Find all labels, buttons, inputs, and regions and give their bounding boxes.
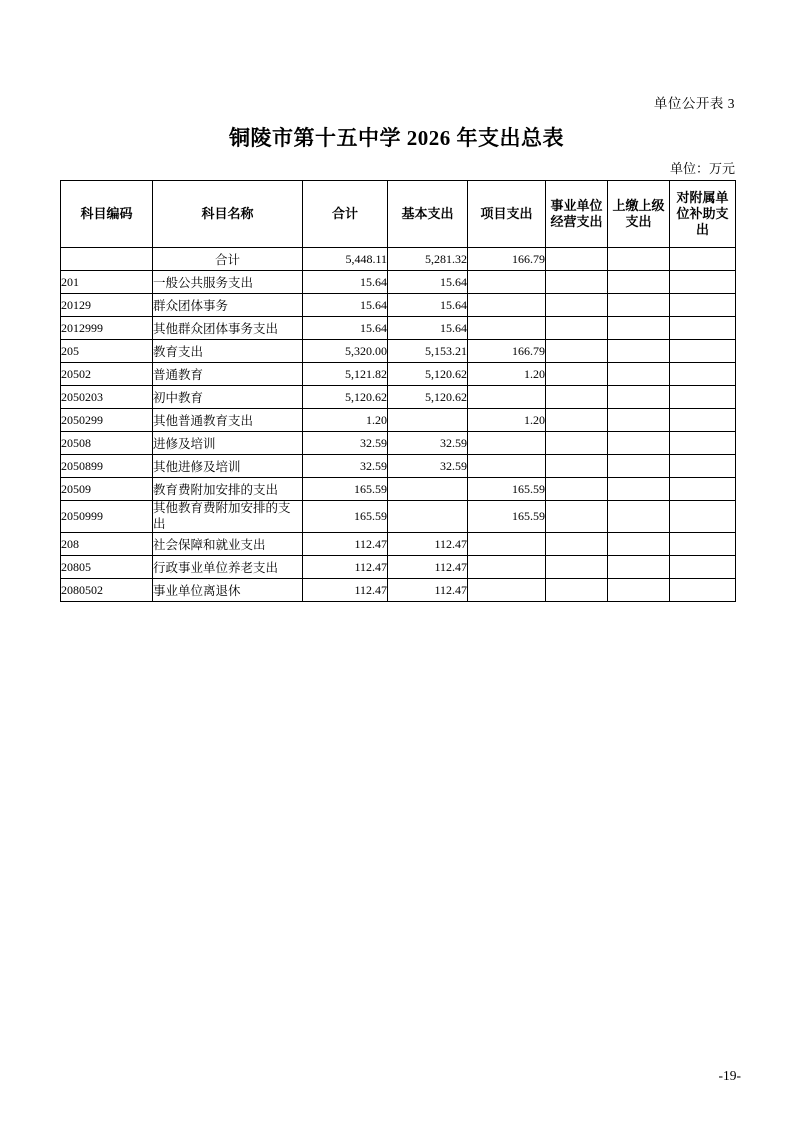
cell-upper — [608, 317, 670, 340]
cell-name: 行政事业单位养老支出 — [153, 556, 303, 579]
cell-name: 社会保障和就业支出 — [153, 533, 303, 556]
cell-name: 教育费附加安排的支出 — [153, 478, 303, 501]
cell-name: 普通教育 — [153, 363, 303, 386]
cell-total: 15.64 — [303, 271, 388, 294]
cell-project: 166.79 — [468, 248, 546, 271]
cell-subsidy — [670, 409, 736, 432]
cell-total: 1.20 — [303, 409, 388, 432]
column-header-basic: 基本支出 — [388, 181, 468, 248]
cell-basic — [388, 501, 468, 533]
table-row — [61, 556, 736, 579]
cell-total: 112.47 — [303, 533, 388, 556]
cell-name: 一般公共服务支出 — [153, 271, 303, 294]
column-header-operating: 事业单位经营支出 — [546, 181, 608, 248]
table-row — [61, 409, 736, 432]
cell-basic: 5,281.32 — [388, 248, 468, 271]
table-row — [61, 579, 736, 602]
cell-operating — [546, 363, 608, 386]
cell-upper — [608, 386, 670, 409]
cell-project — [468, 271, 546, 294]
cell-project — [468, 455, 546, 478]
cell-upper — [608, 409, 670, 432]
cell-operating — [546, 271, 608, 294]
cell-subsidy — [670, 317, 736, 340]
cell-project — [468, 386, 546, 409]
cell-project: 166.79 — [468, 340, 546, 363]
cell-upper — [608, 432, 670, 455]
cell-operating — [546, 556, 608, 579]
cell-operating — [546, 248, 608, 271]
cell-total: 5,320.00 — [303, 340, 388, 363]
cell-operating — [546, 386, 608, 409]
cell-basic: 32.59 — [388, 455, 468, 478]
table-row — [61, 317, 736, 340]
column-header-total: 合计 — [303, 181, 388, 248]
cell-total: 32.59 — [303, 455, 388, 478]
cell-total: 112.47 — [303, 579, 388, 602]
cell-code — [61, 248, 153, 271]
cell-code: 208 — [61, 533, 153, 556]
cell-basic: 5,153.21 — [388, 340, 468, 363]
cell-upper — [608, 533, 670, 556]
cell-name: 其他进修及培训 — [153, 455, 303, 478]
column-header-upper: 上缴上级支出 — [608, 181, 670, 248]
cell-name: 合计 — [153, 248, 303, 271]
table-row — [61, 432, 736, 455]
cell-code: 20805 — [61, 556, 153, 579]
cell-basic: 15.64 — [388, 317, 468, 340]
column-header-code: 科目编码 — [61, 181, 153, 248]
table-row — [61, 386, 736, 409]
cell-upper — [608, 501, 670, 533]
cell-basic: 32.59 — [388, 432, 468, 455]
cell-project — [468, 556, 546, 579]
cell-subsidy — [670, 248, 736, 271]
cell-name: 教育支出 — [153, 340, 303, 363]
form-label: 单位公开表 3 — [653, 96, 735, 111]
cell-subsidy — [670, 579, 736, 602]
table-row — [61, 501, 736, 533]
cell-operating — [546, 478, 608, 501]
unit-note: 单位：万元 — [669, 161, 735, 176]
table-row — [61, 478, 736, 501]
cell-project — [468, 432, 546, 455]
table-row — [61, 533, 736, 556]
cell-code: 201 — [61, 271, 153, 294]
cell-operating — [546, 340, 608, 363]
cell-project — [468, 317, 546, 340]
cell-project — [468, 579, 546, 602]
table-header-row — [61, 181, 736, 248]
cell-total: 15.64 — [303, 294, 388, 317]
cell-total: 5,121.82 — [303, 363, 388, 386]
cell-basic: 112.47 — [388, 533, 468, 556]
cell-name: 初中教育 — [153, 386, 303, 409]
cell-total: 112.47 — [303, 556, 388, 579]
cell-upper — [608, 556, 670, 579]
cell-name: 其他教育费附加安排的支出 — [153, 501, 303, 533]
cell-subsidy — [670, 556, 736, 579]
cell-subsidy — [670, 478, 736, 501]
column-header-project: 项目支出 — [468, 181, 546, 248]
cell-operating — [546, 409, 608, 432]
cell-code: 2080502 — [61, 579, 153, 602]
cell-code: 2012999 — [61, 317, 153, 340]
table-row — [61, 340, 736, 363]
cell-upper — [608, 248, 670, 271]
cell-name: 其他群众团体事务支出 — [153, 317, 303, 340]
cell-subsidy — [670, 363, 736, 386]
cell-upper — [608, 478, 670, 501]
cell-operating — [546, 579, 608, 602]
page-number: -19- — [718, 1068, 741, 1083]
cell-subsidy — [670, 294, 736, 317]
cell-name: 事业单位离退休 — [153, 579, 303, 602]
cell-total: 165.59 — [303, 501, 388, 533]
table-row — [61, 455, 736, 478]
cell-basic: 112.47 — [388, 579, 468, 602]
cell-code: 20508 — [61, 432, 153, 455]
cell-name: 群众团体事务 — [153, 294, 303, 317]
cell-code: 20502 — [61, 363, 153, 386]
cell-project: 165.59 — [468, 478, 546, 501]
cell-subsidy — [670, 271, 736, 294]
cell-subsidy — [670, 501, 736, 533]
cell-basic — [388, 409, 468, 432]
table-row — [61, 271, 736, 294]
cell-operating — [546, 455, 608, 478]
cell-subsidy — [670, 432, 736, 455]
cell-code: 20129 — [61, 294, 153, 317]
column-header-name: 科目名称 — [153, 181, 303, 248]
cell-upper — [608, 271, 670, 294]
cell-name: 其他普通教育支出 — [153, 409, 303, 432]
cell-code: 20509 — [61, 478, 153, 501]
cell-code: 2050203 — [61, 386, 153, 409]
cell-operating — [546, 294, 608, 317]
table-row — [61, 248, 736, 271]
table-row — [61, 294, 736, 317]
cell-total: 15.64 — [303, 317, 388, 340]
cell-total: 165.59 — [303, 478, 388, 501]
cell-basic: 5,120.62 — [388, 363, 468, 386]
expenditure-summary-table — [60, 180, 736, 602]
cell-subsidy — [670, 455, 736, 478]
cell-code: 2050999 — [61, 501, 153, 533]
cell-operating — [546, 432, 608, 455]
cell-basic: 15.64 — [388, 271, 468, 294]
page-title: 铜陵市第十五中学 2026 年支出总表 — [229, 126, 564, 150]
cell-code: 2050299 — [61, 409, 153, 432]
cell-basic: 15.64 — [388, 294, 468, 317]
column-header-subsidy: 对附属单位补助支出 — [670, 181, 736, 248]
cell-total: 5,448.11 — [303, 248, 388, 271]
cell-upper — [608, 294, 670, 317]
cell-project — [468, 294, 546, 317]
cell-operating — [546, 501, 608, 533]
cell-subsidy — [670, 340, 736, 363]
cell-basic — [388, 478, 468, 501]
cell-upper — [608, 363, 670, 386]
cell-code: 2050899 — [61, 455, 153, 478]
cell-subsidy — [670, 533, 736, 556]
cell-operating — [546, 317, 608, 340]
cell-upper — [608, 340, 670, 363]
cell-upper — [608, 455, 670, 478]
cell-project: 1.20 — [468, 409, 546, 432]
table-row — [61, 363, 736, 386]
cell-operating — [546, 533, 608, 556]
cell-project — [468, 533, 546, 556]
cell-total: 5,120.62 — [303, 386, 388, 409]
cell-basic: 5,120.62 — [388, 386, 468, 409]
cell-basic: 112.47 — [388, 556, 468, 579]
cell-code: 205 — [61, 340, 153, 363]
cell-name: 进修及培训 — [153, 432, 303, 455]
cell-upper — [608, 579, 670, 602]
cell-project: 165.59 — [468, 501, 546, 533]
cell-project: 1.20 — [468, 363, 546, 386]
cell-total: 32.59 — [303, 432, 388, 455]
cell-subsidy — [670, 386, 736, 409]
